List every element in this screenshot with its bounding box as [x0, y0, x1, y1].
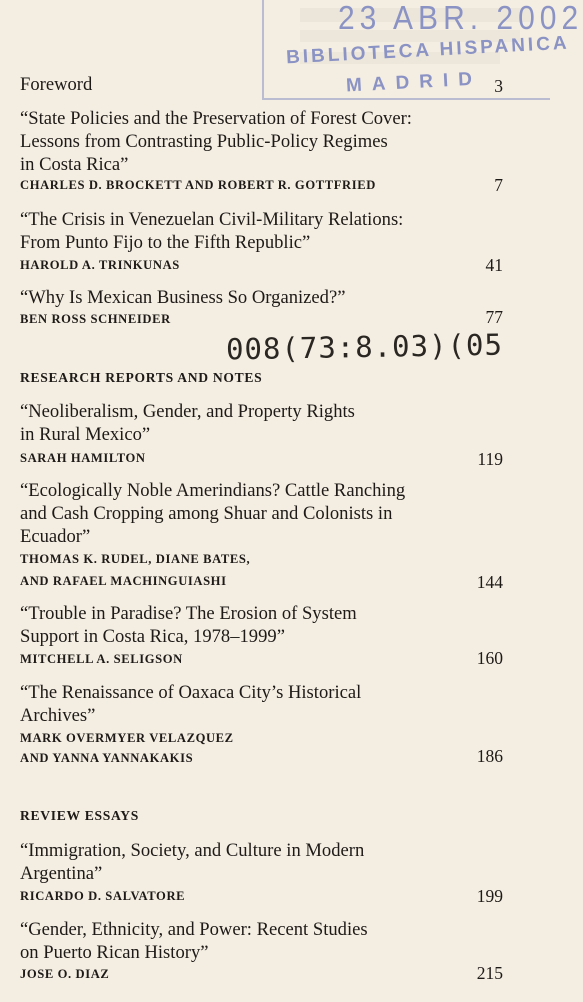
entry-page-number: 160 — [476, 648, 503, 668]
entry-title-line: “Gender, Ethnicity, and Power: Recent Studies — [20, 919, 368, 940]
entry-author: THOMAS K. RUDEL, DIANE BATES, — [20, 552, 251, 566]
entry-author: JOSE O. DIAZ — [20, 967, 110, 981]
foreword-title: Foreword — [20, 74, 93, 95]
entry-author: AND YANNA YANNAKAKIS — [20, 751, 194, 765]
entry-page-number: 7 — [494, 175, 503, 195]
entry-title-line: “Why Is Mexican Business So Organized?” — [20, 287, 346, 308]
entry-title-line: on Puerto Rican History” — [20, 942, 209, 963]
entry-author: BEN ROSS SCHNEIDER — [20, 312, 171, 326]
entry-author: CHARLES D. BROCKETT AND ROBERT R. GOTTFRIED — [20, 178, 376, 192]
entry-page-number: 186 — [476, 746, 503, 766]
entry-author: AND RAFAEL MACHINGUIASHI — [20, 574, 227, 588]
entry-page-number: 215 — [476, 963, 503, 983]
stamp-library-name: BIBLIOTECA HISPANICA — [285, 32, 571, 69]
entry-title-line: “Ecologically Noble Amerindians? Cattle Ranching — [20, 480, 406, 501]
entry-title-line: and Cash Cropping among Shuar and Colonists in — [20, 503, 393, 524]
entry-title-line: Archives” — [20, 705, 96, 726]
entry-page-number: 199 — [476, 886, 503, 906]
entry-page-number: 77 — [485, 307, 503, 327]
entry-title-line: “The Crisis in Venezuelan Civil-Military Relations: — [20, 209, 404, 230]
entry-title-line: “Trouble in Paradise? The Erosion of System — [20, 603, 357, 624]
entry-page-number: 119 — [477, 449, 503, 469]
entry-title-line: in Costa Rica” — [20, 154, 129, 175]
entry-author: MARK OVERMYER VELAZQUEZ — [20, 731, 234, 745]
stamp-city: MADRID — [345, 68, 483, 97]
section-heading-research: RESEARCH REPORTS AND NOTES — [20, 370, 263, 385]
entry-title-line: Argentina” — [20, 863, 103, 884]
entry-title-line: Support in Costa Rica, 1978–1999” — [20, 626, 285, 647]
entry-author: HAROLD A. TRINKUNAS — [20, 258, 180, 272]
entry-title-line: in Rural Mexico” — [20, 424, 151, 445]
section-heading-review: REVIEW ESSAYS — [20, 808, 140, 823]
entry-title-line: “Immigration, Society, and Culture in Modern — [20, 840, 365, 861]
entry-page-number: 41 — [485, 255, 503, 275]
handwritten-call-number: 008(73:8.03)(05 — [225, 327, 504, 367]
entry-title-line: Lessons from Contrasting Public-Policy Regimes — [20, 131, 388, 152]
entry-title-line: “The Renaissance of Oaxaca City’s Historical — [20, 682, 362, 703]
entry-author: RICARDO D. SALVATORE — [20, 889, 186, 903]
entry-author: MITCHELL A. SELIGSON — [20, 652, 183, 666]
foreword-page-number: 3 — [494, 76, 503, 96]
entry-title-line: Ecuador” — [20, 526, 91, 547]
entry-title-line: From Punto Fijo to the Fifth Republic” — [20, 232, 311, 253]
entry-title-line: “State Policies and the Preservation of Forest Cover: — [20, 108, 412, 129]
entry-author: SARAH HAMILTON — [20, 451, 146, 465]
entry-page-number: 144 — [476, 572, 503, 592]
entry-title-line: “Neoliberalism, Gender, and Property Rights — [20, 401, 355, 422]
stamp-date: 23 ABR. 2002 — [338, 0, 583, 37]
